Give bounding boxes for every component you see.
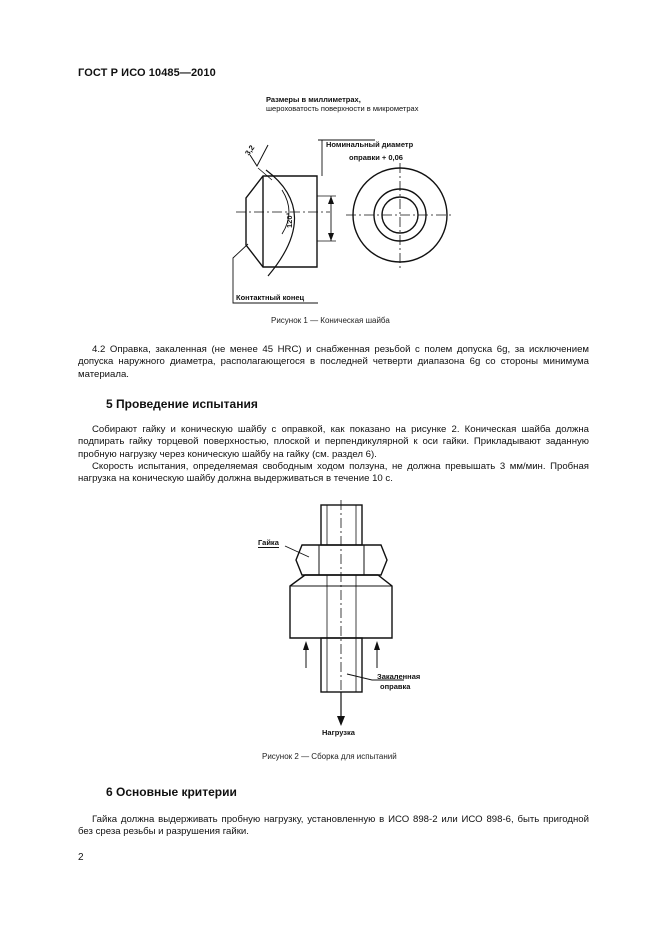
figure1-caption: Рисунок 1 — Коническая шайба <box>271 316 390 325</box>
section5-paragraph1-text: Собирают гайку и коническую шайбу с оправкой, как показано на рисунке 2. Коническая шайба должна подпирать гайку торцевой поверхностью, плоской и перпендикулярной к оси гайки. Прикладывают заданную пробную нагрузку через коническую шайбу на гайку (см. раздел 6). <box>78 424 589 460</box>
document-header: ГОСТ Р ИСО 10485—2010 <box>78 67 216 79</box>
nut-body <box>296 545 387 575</box>
roughness-value-label: 3,2 <box>243 143 257 158</box>
mandrel-label-line2: оправка <box>380 682 411 691</box>
load-label: Нагрузка <box>322 728 355 737</box>
paragraph-4-2-text: 4.2 Оправка, закаленная (не менее 45 HRC) и снабженная резьбой с полем допуска 6g, за исключением допуска наружного диаметра, располагающегося в последней четверти диапазона 6g со стороны минимума материала. <box>78 344 589 380</box>
figure2-caption: Рисунок 2 — Сборка для испытаний <box>262 752 397 761</box>
nominal-diameter-line1: Номинальный диаметр <box>326 140 414 149</box>
nominal-diameter-line2: оправки + 0,06 <box>349 153 403 162</box>
contact-end-label: Контактный конец <box>236 293 305 302</box>
section6-paragraph1-text: Гайка должна выдерживать пробную нагрузку, установленную в ИСО 898-2 или ИСО 898-6, быть пригодной без среза резьбы и разрушения гайки. <box>78 814 589 838</box>
section6-title: 6 Основные критерии <box>106 785 237 799</box>
nut-label: Гайка <box>258 538 279 547</box>
section6-paragraph1 <box>78 814 589 839</box>
figure1-note-line1: Размеры в миллиметрах, <box>266 95 361 104</box>
section5-title: 5 Проведение испытания <box>106 397 258 411</box>
mandrel-label-line1: Закаленная <box>377 672 421 681</box>
cone-angle-label: 120° <box>285 212 294 228</box>
hardened-mandrel-label <box>377 672 420 692</box>
page-number: 2 <box>78 852 84 863</box>
section5-paragraph2-text: Скорость испытания, определяемая свободным ходом ползуна, не должна превышать 3 мм/мин. Пробная нагрузка на коническую шайбу должна выдерживаться в течение 10 с. <box>78 461 589 485</box>
figure1-note-line2: шероховатость поверхности в микрометрах <box>266 104 419 113</box>
